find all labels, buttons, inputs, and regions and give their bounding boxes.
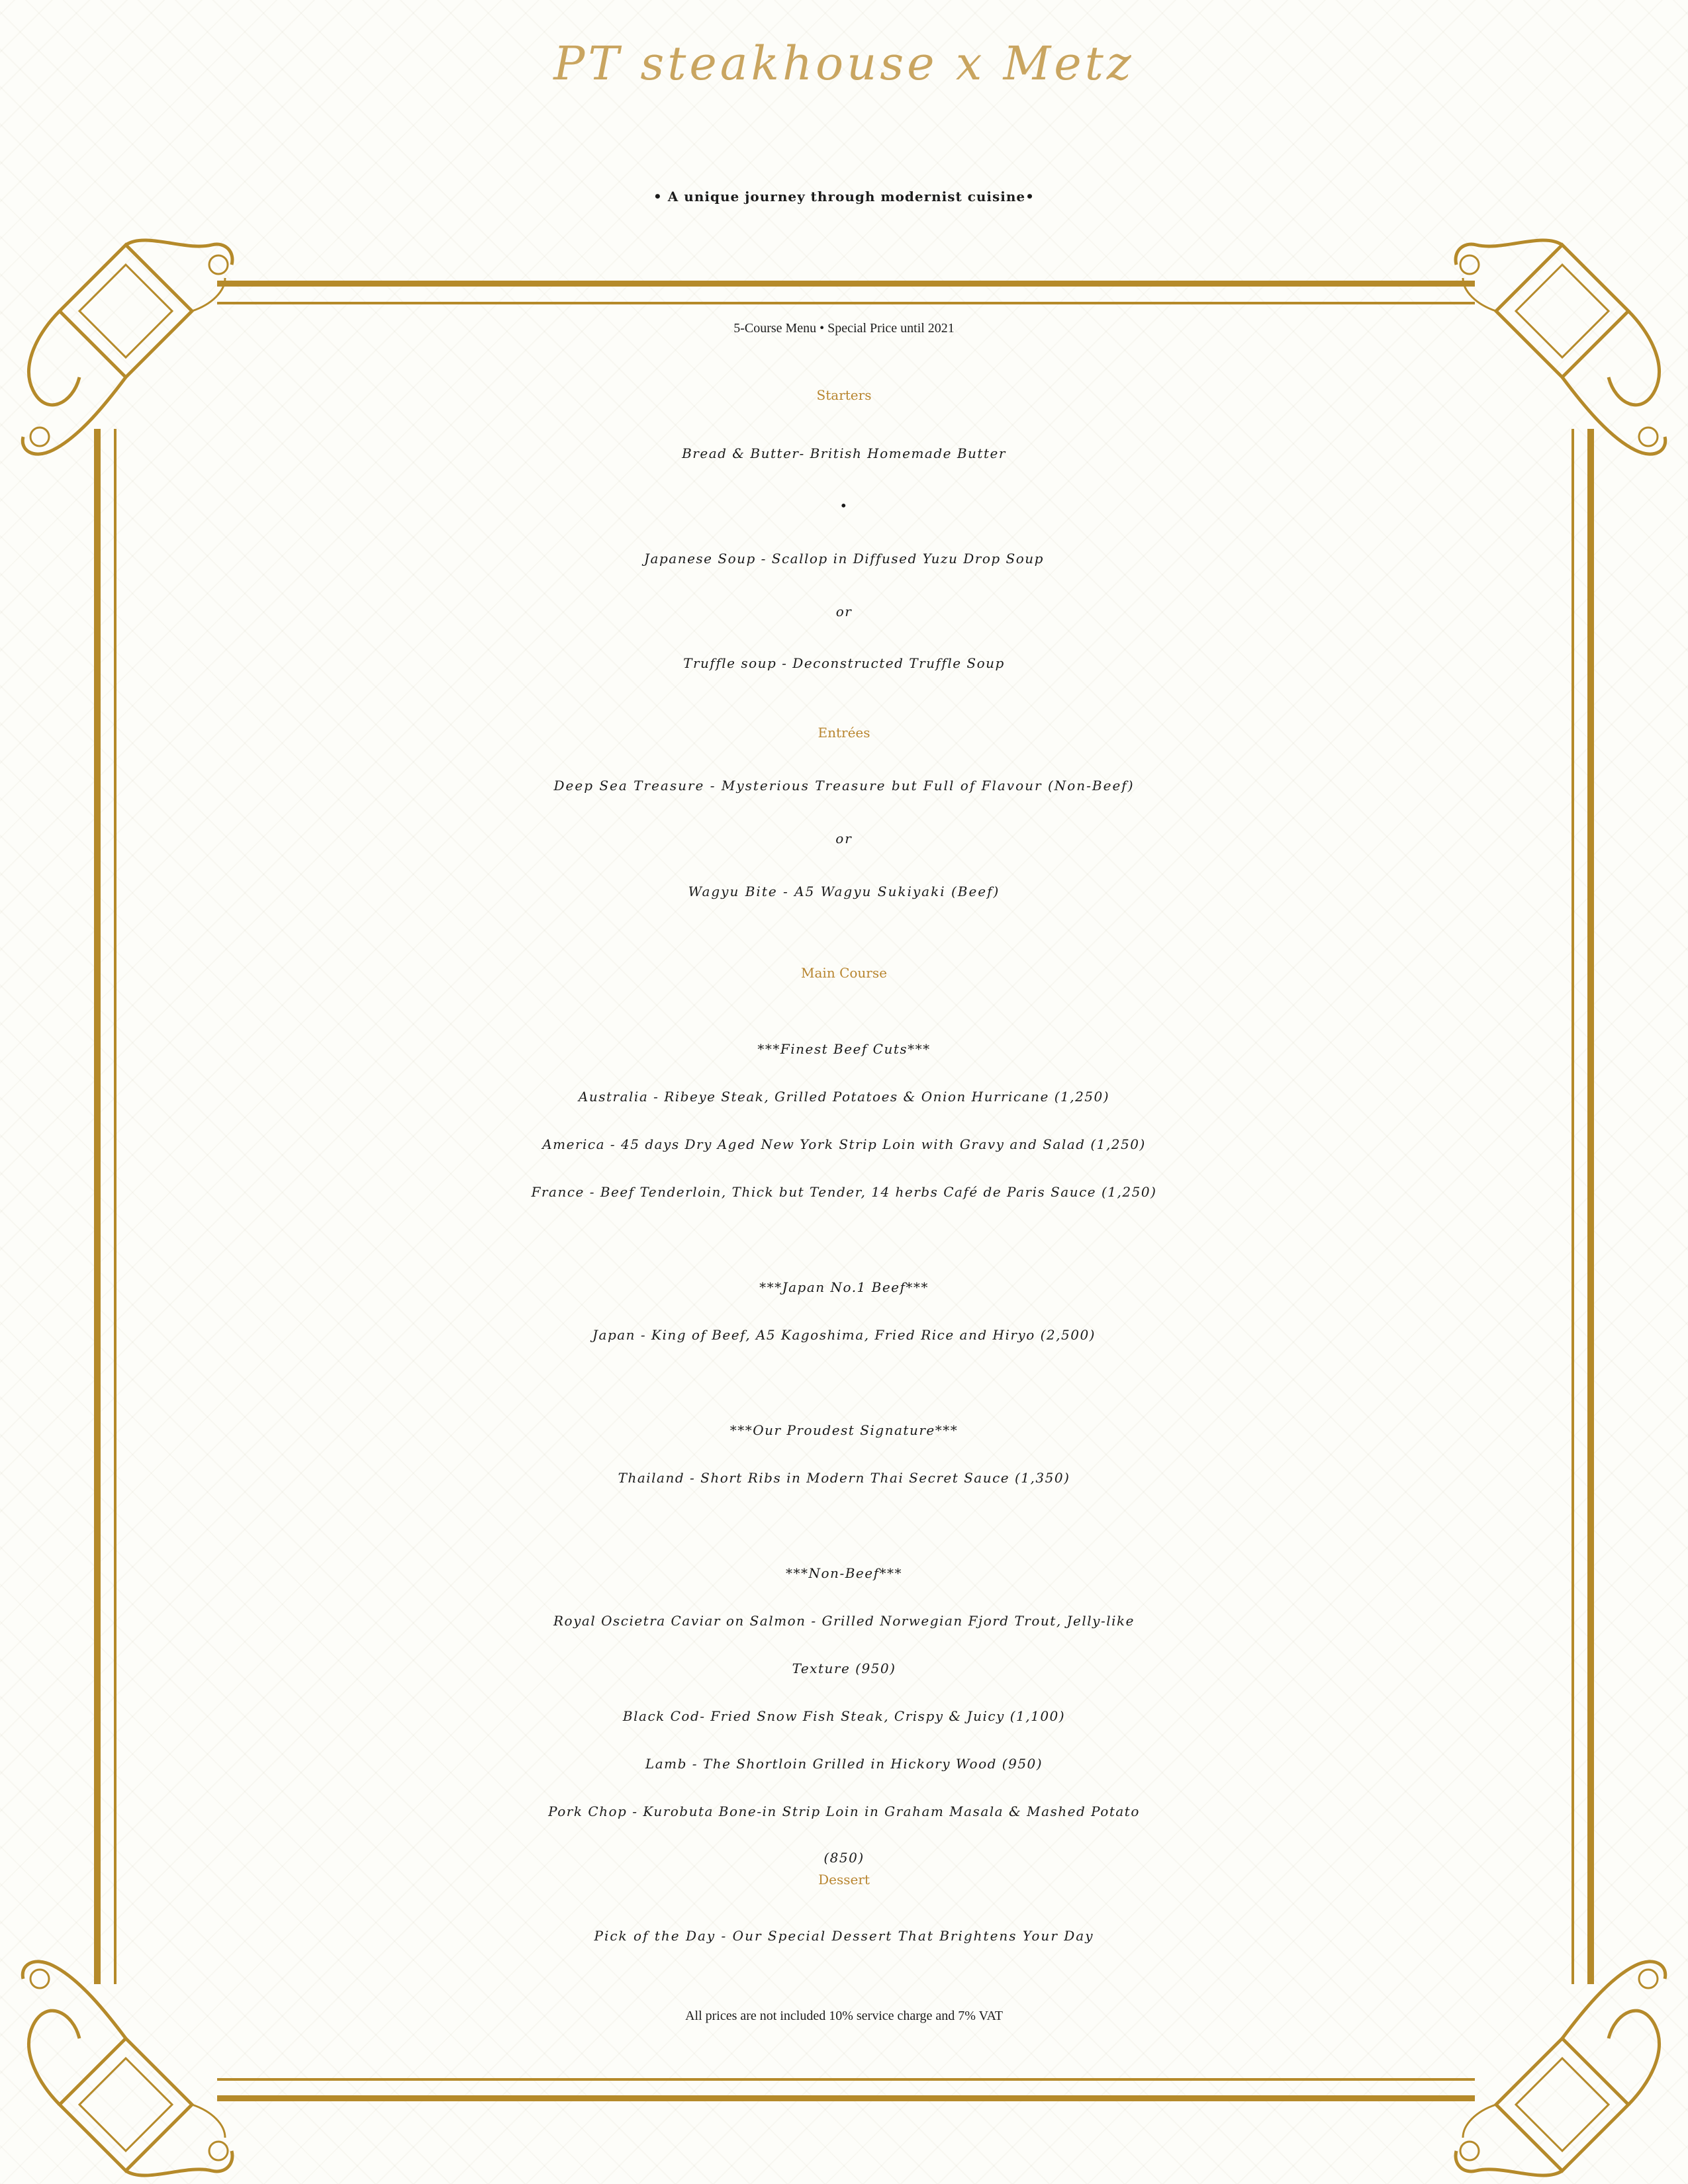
starters-heading: Starters [816,387,872,403]
dessert-heading: Dessert [818,1872,870,1888]
main-course-line: France - Beef Tenderloin, Thick but Tender, 14 herbs Café de Paris Sauce (1,250) [531,1184,1157,1200]
main-course-line: (850) [823,1850,865,1866]
main-course-line: Royal Oscietra Caviar on Salmon - Grilled Norwegian Fjord Trout, Jelly-like [553,1613,1135,1629]
page-subtitle: • A unique journey through modernist cuisine• [653,189,1035,205]
menu-info: 5-Course Menu • Special Price until 2021 [733,321,955,336]
starters-line: Japanese Soup - Scallop in Diffused Yuzu Drop Soup [644,551,1044,567]
corner-ornament-top-right [1450,238,1675,477]
main-course-line: Texture (950) [792,1661,896,1676]
main-course-line: Japan - King of Beef, A5 Kagoshima, Fried Rice and Hiryo (2,500) [592,1327,1096,1343]
entrees-line: or [835,831,853,846]
frame-bottom-line-inner [217,2078,1475,2081]
corner-ornament-bottom-right [1450,1939,1675,2177]
corner-ornament-top-left [13,238,238,477]
entrees-heading: Entrées [818,725,870,741]
frame-bottom-line-outer [217,2095,1475,2101]
main-course-line: Thailand - Short Ribs in Modern Thai Secret Sauce (1,350) [618,1470,1070,1486]
starters-line: Bread & Butter- British Homemade Butter [682,445,1006,461]
starters-line: or [835,604,853,619]
frame-top-line-outer [217,281,1475,287]
main-course-line: Black Cod- Fried Snow Fish Steak, Crispy & Juicy (1,100) [622,1708,1066,1724]
price-note: All prices are not included 10% service charge and 7% VAT [685,2009,1003,2023]
main-course-line: ***Finest Beef Cuts*** [757,1041,931,1057]
frame-top-line-inner [217,302,1475,304]
page-title: PT steakhouse x Metz [553,36,1135,91]
main-course-line: Pork Chop - Kurobuta Bone-in Strip Loin in Graham Masala & Mashed Potato [548,1803,1140,1819]
main-course-line: Australia - Ribeye Steak, Grilled Potatoes & Onion Hurricane (1,250) [578,1089,1110,1105]
dessert-line: Pick of the Day - Our Special Dessert That Brightens Your Day [594,1928,1094,1944]
main-course-line: America - 45 days Dry Aged New York Strip Loin with Gravy and Salad (1,250) [542,1136,1146,1152]
main-course-line: ***Non-Beef*** [786,1565,902,1581]
main-course-heading: Main Course [801,965,887,981]
entrees-line: Deep Sea Treasure - Mysterious Treasure but Full of Flavour (Non-Beef) [553,778,1135,794]
starters-line: • [839,498,849,514]
starters-line: Truffle soup - Deconstructed Truffle Soup [683,655,1005,671]
main-course-line: ***Our Proudest Signature*** [729,1422,959,1438]
corner-ornament-bottom-left [13,1939,238,2177]
main-course-line: ***Japan No.1 Beef*** [759,1279,929,1295]
entrees-line: Wagyu Bite - A5 Wagyu Sukiyaki (Beef) [688,884,1000,899]
main-course-line: Lamb - The Shortloin Grilled in Hickory Wood (950) [645,1756,1043,1772]
